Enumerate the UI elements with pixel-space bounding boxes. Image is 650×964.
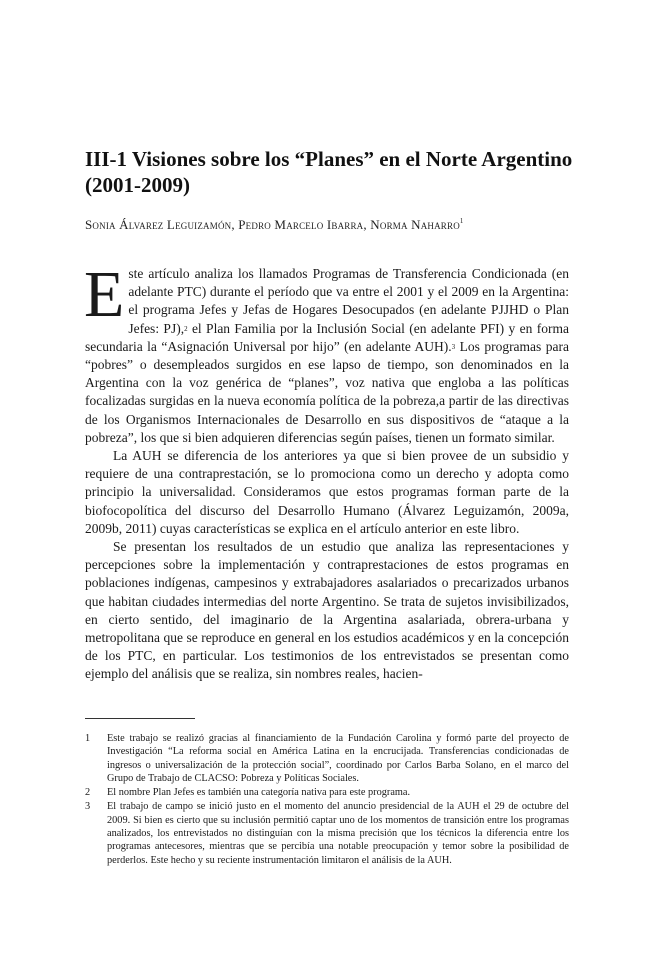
paragraph-1	[84, 258, 570, 447]
author-line	[85, 217, 575, 233]
footnote-ref-1: 1	[459, 217, 464, 225]
author-names: Sonia Álvarez Leguizamón, Pedro Marcelo Ibarra, Norma Naharro	[85, 217, 460, 232]
footnotes	[85, 732, 569, 868]
paragraph-3: Se presentan los resultados de un estudio que analiza las representaciones y percepciones sobre la implementación y contraprestaciones de estos programas en poblaciones indígenas, campesinos y extrabajadores asalariados o precarizados urbanos que habitan ciudades intermedias del norte Argentino. Se trata de sujetos invisibilizados, en cierto sentido, del imaginario de la Argentina asalariada, obrera-urbana y metropolitana que se reproduce en general en los estudios académicos y en la concepción de los PTC, en particular. Los testimonios de los entrevistados se presentan como ejemplo del análisis que se realiza, sin nombres reales, hacien-	[85, 539, 569, 682]
footnote-ref-3: 3	[451, 342, 456, 351]
footnote-separator	[85, 718, 195, 719]
paragraph-1-part-3: Los programas para “pobres” o desempleados surgidos en ese lapso de tiempo, son denominados en la Argentina con la voz genérica de “planes”, voz nativa que engloba a las políticas focalizadas surgidas en la nueva economía política de la pobreza,a partir de las directivas de los Organismos Internacionales de Desarrollo en sus dispositivos de “ataque a la pobreza”, los que si bien adquieren diferencias según países, tienen un formato similar.	[85, 338, 569, 445]
footnote-number: 3	[85, 801, 91, 813]
paragraph-1-part-2: el Plan Familia por la Inclusión Social (en adelante PFI) y en forma secundaria la “Asignación Universal por hijo” (en adelante AUH).	[85, 320, 570, 354]
footnote-text: El trabajo de campo se inició justo en el momento del anuncio presidencial de la AUH el 29 de octubre del 2009. Si bien es cierto que su inclusión permitió captar uno de los momentos de transición entre los programas analizados, los entrevistados no distinguían con la misma precisión que los técnicos la diferencia entre los programas antecesores, mientras que se percibía una notable preocupación y temor sobre la posibilidad de perderlos. Este hecho y su reciente instrumentación limitaron el análisis de la AUH.	[107, 801, 569, 866]
chapter-title: III-1 Visiones sobre los “Planes” en el Norte Argentino (2001-2009)	[85, 147, 573, 197]
footnote-ref-2: 2	[184, 324, 188, 333]
footnote-text: El nombre Plan Jefes es también una categoría nativa para este programa.	[107, 787, 411, 799]
footnote-number: 2	[85, 787, 91, 799]
footnote-3	[85, 800, 569, 866]
paragraph-2: La AUH se diferencia de los anteriores ya que si bien provee de un subsidio y requiere de una contraprestación, se lo promociona como un derecho y adopta como principio la universalidad. Consideramos que estos programas forman parte de la biofocopolítica del discurso del Desarrollo Humano (Álvarez Leguizamón, 2009a, 2009b, 2011) cuyas características se explica en el artículo anterior en este libro.	[85, 448, 569, 536]
footnote-number: 1	[85, 733, 91, 744]
footnote-text: Este trabajo se realizó gracias al financiamiento de la Fundación Carolina y formó parte del proyecto de Investigación “La reforma social en América Latina en la encrucijada. Transferencias condicionadas de ingresos o universalización de la protección social”, coordinado por Carlos Barba Solano, en el marco del Grupo de Trabajo de CLACSO: Pobreza y Políticas Sociales.	[107, 733, 569, 784]
drop-cap: E	[84, 258, 125, 331]
footnote-2	[85, 786, 569, 799]
footnote-1	[85, 732, 569, 785]
paragraph-1-part-1: ste artículo analiza los llamados Programas de Transferencia Condicionada (en adelante PTC) durante el período que va entre el 2001 y el 2009 en la Argentina: el programa Jefes y Jefas de Hogares Desocupados (en adelante PJJHD o Plan Jefes: PJ),	[128, 266, 569, 336]
body-text	[84, 258, 570, 684]
